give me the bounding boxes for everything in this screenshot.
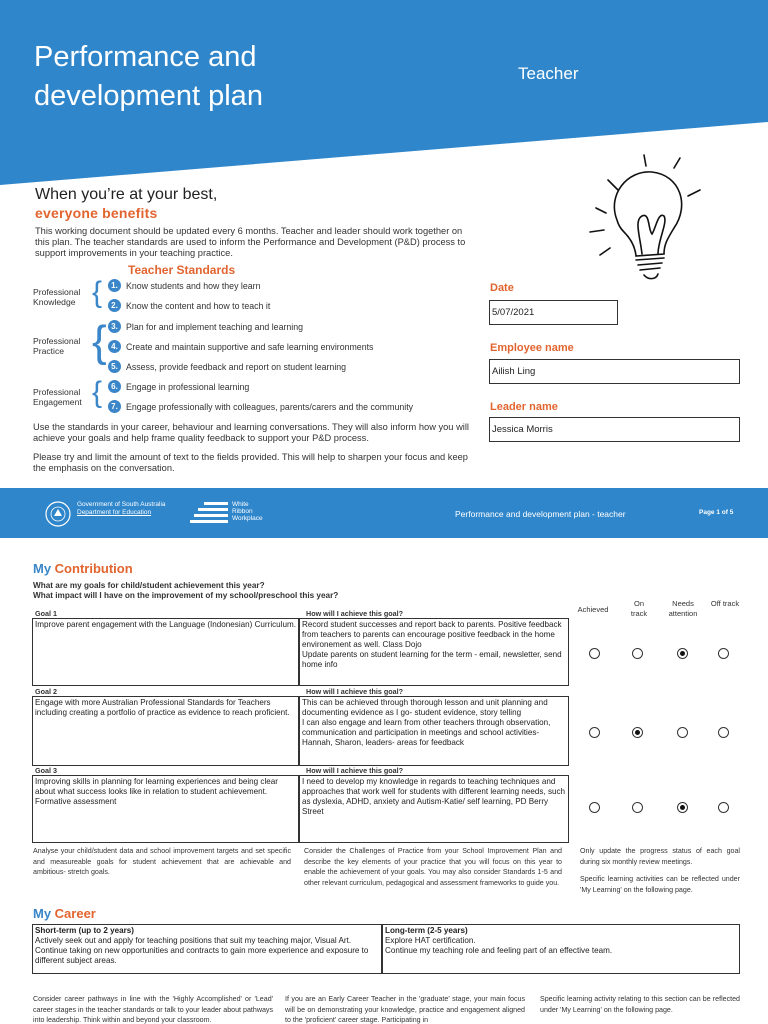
goal-1-field[interactable]: Improve parent engagement with the Language (Indonesian) Curriculum. [32,618,299,686]
white-ribbon-text: White Ribbon Workplace [232,501,263,522]
standard-item [108,320,303,333]
goal-1-status-off-track-radio[interactable] [718,648,729,659]
goal-2-status-needs-attention-radio[interactable] [677,727,688,738]
goal-1-status-achieved-radio[interactable] [589,648,600,659]
standard-number: 1. [108,279,121,292]
short-term-label: Short-term (up to 2 years) [35,926,134,935]
leader-name-field[interactable]: Jessica Morris [489,417,740,442]
standard-number: 2. [108,299,121,312]
goal-2-label: Goal 2 [35,687,57,696]
career-note-early-career: If you are an Early Career Teacher in the 'graduate' stage, your main focus will be on demonstrating your knowledge, practice and engagement aligned to the 'proficient' career stage. Participating in [285,995,525,1024]
page-footer-band [0,488,768,538]
white-ribbon-logo-icon [190,502,230,524]
goal-2-status-achieved-radio[interactable] [589,727,600,738]
status-header-needs-attention: Needs attention [668,599,698,618]
goal-3-status-needs-attention-radio[interactable] [677,802,688,813]
standard-item [108,299,270,312]
standard-item [108,340,373,353]
intro-text: This working document should be updated every 6 months. Teacher and leader should work together on this plan. The teacher standards are used to inform the Performance and Development (P&D) process to support improvements in your teaching practice. [35,226,466,258]
status-header-off-track: Off track [710,599,740,608]
government-logo-text: Government of South Australia Department for Education [77,501,166,516]
standard-number: 5. [108,360,121,373]
goal-1-how-label: How will I achieve this goal? [306,609,404,618]
standard-number: 3. [108,320,121,333]
short-term-text: Actively seek out and apply for teaching positions that suit my teaching major, Visual Art. Continue taking on new opportunities and contracts to gain more experience and exposure to different subject areas. [35,936,369,965]
contribution-question-2: What impact will I have on the improvement of my school/preschool this year? [33,591,339,600]
footer-document-title: Performance and development plan - teacher [455,509,626,519]
government-seal-icon [44,500,72,528]
standard-text: Assess, provide feedback and report on student learning [126,361,347,372]
contribution-note-practice: Consider the Challenges of Practice from your School Improvement Plan and describe the key elements of your practice that you will focus on this year to enable the achievement of your goals. You may also consider Standards 1-5 and other relevant curriculum, pedagogical and assessment frameworks to guide you. [304,847,562,887]
goal-1-how-field[interactable]: Record student successes and report back to parents. Positive feedback from teachers to parents can encourage positive feedback in the home environement as well. Class Dojo Update parents on student learning for the term - email, newsletter, send home info [299,618,569,686]
text-limit-paragraph: Please try and limit the amount of text to the fields provided. This will help to sharpen your focus and keep the emphasis on the conversation. [33,452,468,473]
status-header-achieved: Achieved [577,605,609,614]
contribution-note-learning: Specific learning activities can be reflected under 'My Learning' on the following page. [580,875,740,894]
contribution-note-progress: Only update the progress status of each goal during six monthly review meetings. [580,847,740,866]
brace-icon: { [92,376,103,409]
goal-3-how-label: How will I achieve this goal? [306,766,404,775]
standard-item [108,380,249,393]
long-term-label: Long-term (2-5 years) [385,926,468,935]
standards-paragraph: Use the standards in your career, behaviour and learning conversations. They will also inform how you will achieve your goals and help frame quality feedback to support your P&D process. [33,422,469,443]
employee-name-field[interactable]: Ailish Ling [489,359,740,384]
goal-2-status-on-track-radio[interactable] [632,727,643,738]
goal-1-label: Goal 1 [35,609,57,618]
group-professional-practice: Professional Practice [33,336,81,356]
goal-2-how-label: How will I achieve this goal? [306,687,404,696]
short-term-career-field[interactable] [32,924,382,974]
goal-3-how-field[interactable]: I need to develop my knowledge in regards to teaching techniques and approaches that work well for students with different learning needs, such as dyslexia, ADHD, anxiety and Autism-Katie/ self learning, PD Berry Street [299,775,569,843]
contribution-note-goals: Analyse your child/student data and school improvement targets and set specific and measureable goals for student achievement that are achievable and ambitious- stretch goals. [33,847,291,876]
standard-number: 6. [108,380,121,393]
goal-1-status-needs-attention-radio[interactable] [677,648,688,659]
headline-line1: When you’re at your best, [35,186,218,203]
long-term-career-field[interactable] [382,924,740,974]
goal-3-status-off-track-radio[interactable] [718,802,729,813]
standard-text: Create and maintain supportive and safe learning environments [126,341,374,352]
standard-text: Plan for and implement teaching and learning [126,321,304,332]
page-number: Page 1 of 5 [699,509,734,516]
standard-text: Engage in professional learning [126,381,250,392]
standard-text: Know students and how they learn [126,280,261,291]
leader-name-label: Leader name [490,401,558,413]
contribution-heading: My Contribution [33,561,133,576]
career-heading: My Career [33,906,96,921]
brace-icon: { [92,317,107,366]
long-term-text: Explore HAT certification. Continue my teaching role and feeling part of an effective team. [385,936,613,955]
lightbulb-icon [572,150,712,290]
standards-title: Teacher Standards [128,263,236,277]
contribution-question-1: What are my goals for child/student achievement this year? [33,581,265,590]
employee-name-label: Employee name [490,342,574,354]
goal-3-field[interactable]: Improving skills in planning for learning experiences and being clear about what success looks like in relation to student achievement. Formative assessment [32,775,299,843]
date-field[interactable]: 5/07/2021 [489,300,618,325]
standard-text: Know the content and how to teach it [126,300,271,311]
standard-number: 4. [108,340,121,353]
standard-item [108,360,346,373]
standard-text: Engage professionally with colleagues, parents/carers and the community [126,401,414,412]
career-note-learning: Specific learning activity relating to this section can be reflected under 'My Learning' on the following page. [540,995,740,1014]
goal-2-how-field[interactable]: This can be achieved through thorough lesson and unit planning and documenting evidence as I go- student evidence, story telling I can also engage and learn from other teachers through observation, communication and participation in meetings and school activities- Hannah, Sharon, leaders- areas for feedback [299,696,569,766]
status-header-on-track: On track [630,599,648,618]
goal-2-status-off-track-radio[interactable] [718,727,729,738]
goal-2-field[interactable]: Engage with more Australian Professional Standards for Teachers including creating a portfolio of practice as evidence to reach proficient. [32,696,299,766]
standard-number: 7. [108,400,121,413]
goal-3-status-achieved-radio[interactable] [589,802,600,813]
headline-line2: everyone benefits [35,205,158,221]
goal-1-status-on-track-radio[interactable] [632,648,643,659]
group-professional-engagement: Professional Engagement [33,387,82,407]
standard-item [108,400,413,413]
goal-3-label: Goal 3 [35,766,57,775]
standard-item [108,279,260,292]
role-label: Teacher [518,64,579,83]
career-note-pathways: Consider career pathways in line with the 'Highly Accomplished' or 'Lead' career stages in the teacher standards or talk to your leader about pathways into leadership. Think within and beyond your classroom. [33,995,273,1024]
group-professional-knowledge: Professional Knowledge [33,287,81,307]
page-title: Performance and development plan [34,41,263,112]
date-label: Date [490,282,514,294]
goal-3-status-on-track-radio[interactable] [632,802,643,813]
brace-icon: { [92,276,103,309]
